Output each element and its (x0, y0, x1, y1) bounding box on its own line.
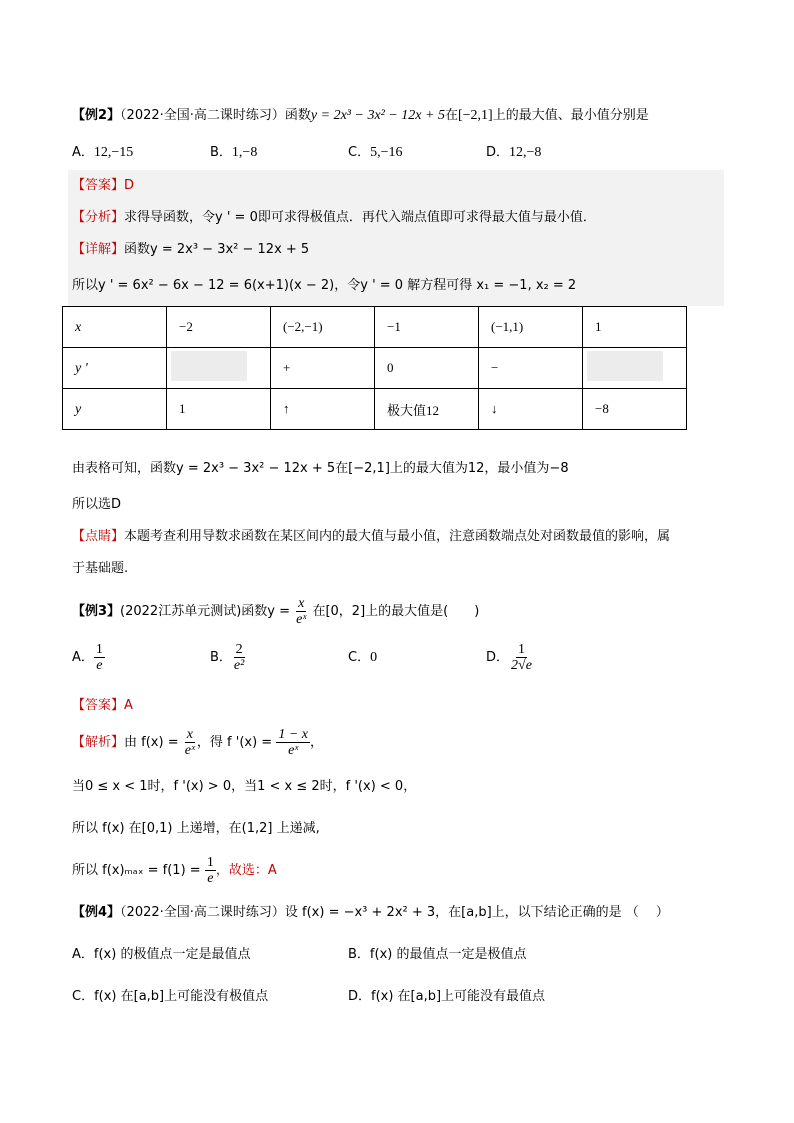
ex2-comment-label: 【点睛】 (72, 529, 125, 544)
ex2-analysis (72, 207, 596, 229)
table-cell (271, 389, 375, 430)
table-cell: 1 (583, 307, 687, 348)
ex2-answer (72, 175, 134, 197)
ex2-analysis-label: 【分析】 (72, 210, 125, 225)
ex2-conclusion-text: 由表格可知，函数y = 2x³ − 3x² − 12x + 5在[−2,1]上的最大值为12，最小值为−8 (72, 461, 569, 476)
ex4-tag: 【例4】 (72, 905, 121, 920)
ex2-choose (72, 494, 121, 516)
ex4-option-d: D．f(x) 在[a,b]上可能没有最值点 (348, 989, 546, 1004)
ex4-option-c: C．f(x) 在[a,b]上可能没有极值点 (72, 989, 269, 1004)
up-arrow-icon: ↑ (283, 401, 290, 416)
table-cell: 0 (375, 348, 479, 389)
blank-cell-shade (587, 351, 663, 381)
ex3-fraction: $\frac{x}{\text{eˣ}}$ (296, 596, 307, 627)
ex2-detail-2-text: 所以y ' = 6x² − 6x − 12 = 6(x+1)(x − 2)，令y ' = 0 解方程可得 x₁ = −1, x₂ = 2 (72, 278, 577, 293)
ex4-question (72, 902, 669, 924)
table-cell: + (271, 348, 375, 389)
ex2-detail-1 (72, 239, 309, 261)
ex2-q-a: 函数 (284, 108, 311, 123)
ex3-tag: 【例3】 (72, 604, 121, 619)
table-cell-blank (167, 348, 271, 389)
ex4-option-a: A．f(x) 的极值点一定是最值点 (72, 947, 251, 962)
ex2-detail-label: 【详解】 (72, 242, 125, 257)
table-cell: −1 (375, 307, 479, 348)
ex2-option-a: A．12,−15 (72, 145, 134, 160)
ex4-q-text: （2022·全国·高二课时练习）设 f(x) = −x³ + 2x² + 3，在[a,b]上，以下结论正确的是 （ ） (120, 905, 669, 920)
ex3-analysis-2 (72, 776, 416, 798)
ex3-answer (72, 695, 133, 717)
ex2-answer-label: 【答案】 (72, 178, 125, 193)
ex3-option-c: C．0 (348, 650, 378, 665)
ex2-q-c: 上的最大值、最小值分别是 (492, 108, 649, 123)
ex2-conclusion (72, 458, 569, 480)
ex3-q-b: 在[0，2]上的最大值是( ) (312, 604, 480, 619)
ex3-analysis-label: 【解析】 (72, 735, 125, 750)
table-cell (479, 389, 583, 430)
ex2-comment-2-text: 于基础题. (72, 561, 129, 576)
ex3-analysis-2-text: 当0 ≤ x < 1时，f '(x) > 0，当1 < x ≤ 2时，f '(x) < 0， (72, 779, 417, 794)
ex2-choose-text: 所以选D (72, 497, 122, 512)
ex2-interval: [−2,1] (457, 108, 493, 123)
table-cell: x (63, 307, 167, 348)
table-cell: 1 (167, 389, 271, 430)
table-cell: (−2,−1) (271, 307, 375, 348)
ex2-option-b: B．1,−8 (210, 145, 258, 160)
table-row (63, 348, 687, 389)
ex2-option-d: D．12,−8 (486, 145, 542, 160)
ex3-option-b: B． $\frac{2}{\text{e²}}$ (210, 642, 245, 673)
ex2-comment-2 (72, 558, 128, 580)
table-row (63, 307, 687, 348)
ex4-option-b: B．f(x) 的最值点一定是极值点 (348, 947, 527, 962)
ex2-answer-value: D (124, 178, 135, 193)
blank-cell-shade (171, 351, 247, 381)
table-cell: (−1,1) (479, 307, 583, 348)
table-cell: −2 (167, 307, 271, 348)
ex2-option-c: C．5,−16 (348, 145, 403, 160)
ex3-analysis-3-text: 所以 f(x) 在[0,1) 上递增，在(1,2] 上递减, (72, 821, 320, 836)
table-cell: y ' (63, 348, 167, 389)
ex2-question (72, 105, 649, 127)
ex3-question (72, 596, 479, 627)
ex2-q-b: 在 (444, 108, 458, 123)
ex3-analysis-4: 所以 f(x)ₘₐₓ = f(1) = $\frac{1}{e}$ ，故选：A (72, 855, 277, 886)
table-row (63, 389, 687, 430)
ex2-source: （2022·全国·高二课时练习） (120, 108, 285, 123)
table-cell: 极大值12 (375, 389, 479, 430)
ex3-option-d: D． $\frac{1}{2√e}$ (486, 642, 532, 673)
ex2-tag: 【例2】 (72, 108, 121, 123)
ex2-detail-1-text: 函数y = 2x³ − 3x² − 12x + 5 (124, 242, 310, 257)
table-cell: − (479, 348, 583, 389)
table-cell-blank (583, 348, 687, 389)
ex2-comment-1 (72, 526, 670, 548)
ex2-func: y = 2x³ − 3x² − 12x + 5 (310, 108, 445, 123)
ex2-analysis-text: 求得导函数，令y ' = 0即可求得极值点．再代入端点值即可求得最大值与最小值． (124, 210, 596, 225)
ex2-detail-2 (72, 275, 576, 297)
ex3-analysis-1: 【解析】由 f(x) = $\frac{x}{\text{eˣ}}$ ，得 f '(x) = $\frac{1 - x}{\text{eˣ}}$ ， (72, 727, 324, 758)
table-cell: y (63, 389, 167, 430)
table-cell: −8 (583, 389, 687, 430)
ex3-answer-label: 【答案】 (72, 698, 125, 713)
ex3-q-a: (2022江苏单元测试)函数y = (120, 604, 290, 619)
ex2-comment-1-text: 本题考查利用导数求函数在某区间内的最大值与最小值，注意函数端点处对函数最值的影响，属 (124, 529, 671, 544)
variation-table (62, 306, 687, 430)
ex3-analysis-3 (72, 818, 320, 840)
down-arrow-icon: ↓ (491, 401, 498, 416)
ex3-answer-value: A (124, 698, 133, 713)
ex3-option-a: A． $\frac{1}{e}$ (72, 642, 103, 673)
